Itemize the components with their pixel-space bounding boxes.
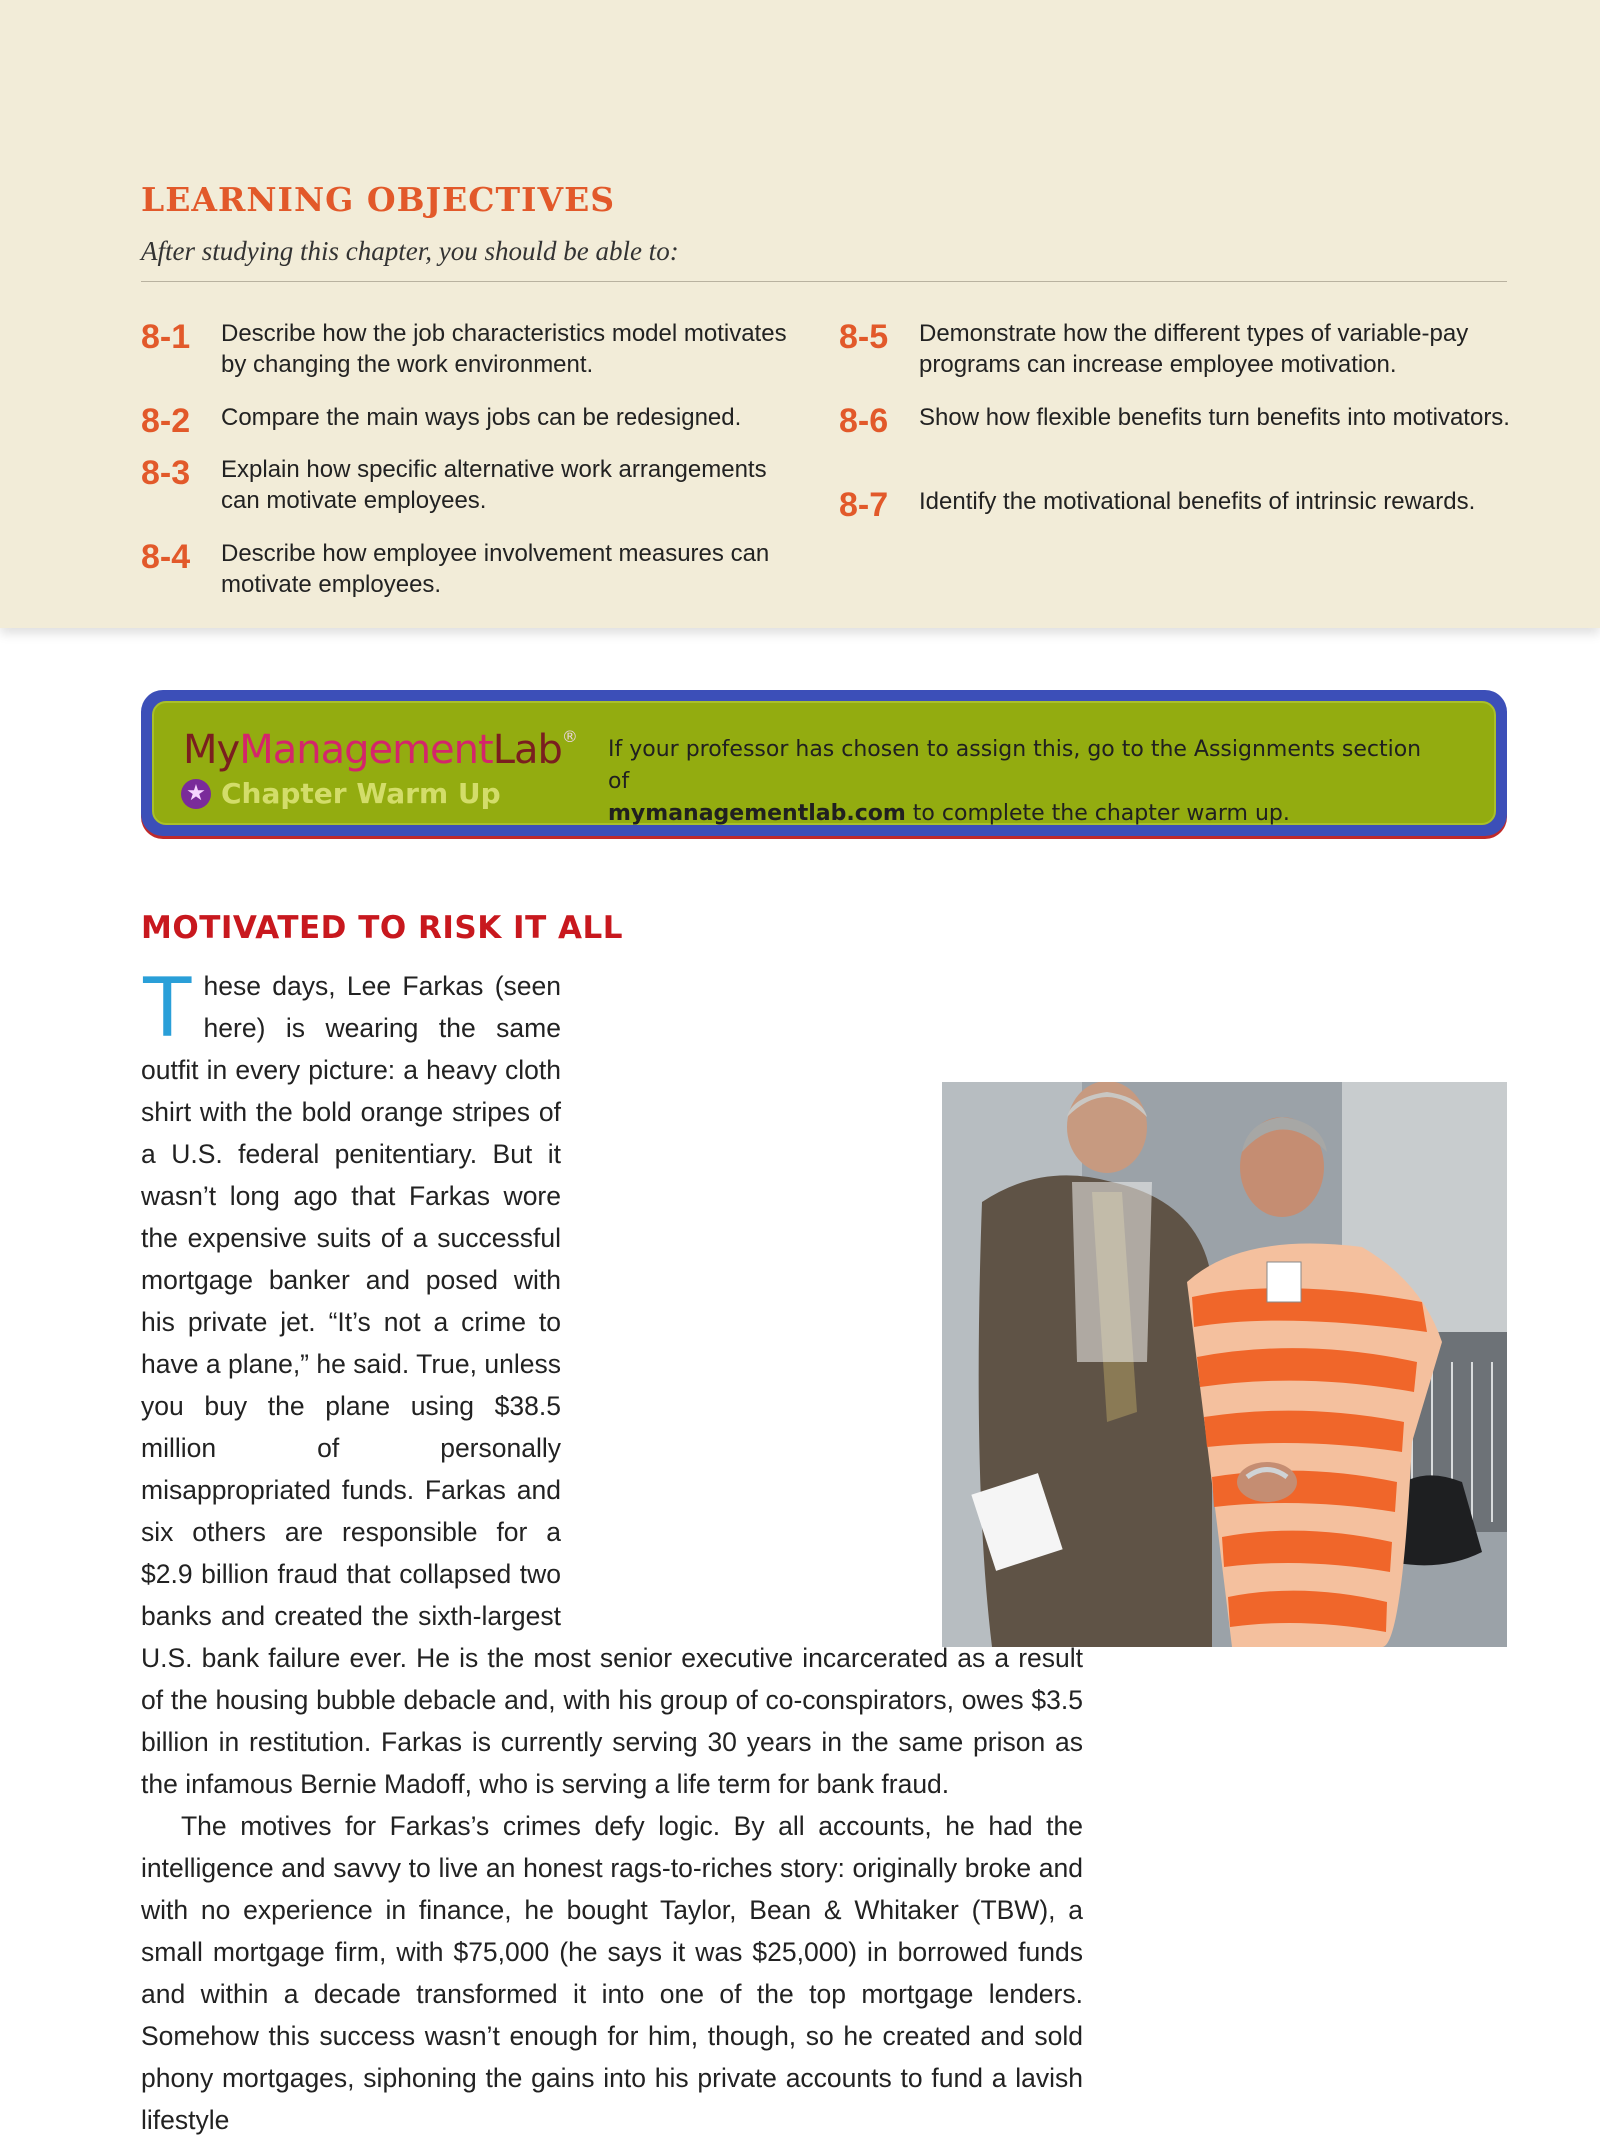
learning-objectives-subheading: After studying this chapter, you should be able to: xyxy=(141,236,679,266)
objective-8-7 xyxy=(839,486,1519,524)
story-title: MOTIVATED TO RISK IT ALL xyxy=(141,910,624,946)
mml-link[interactable]: mymanagementlab.com xyxy=(608,801,906,826)
objective-text: Show how flexible benefits turn benefits into motivators. xyxy=(919,404,1510,431)
objective-number: 8-1 xyxy=(141,318,191,356)
story-body xyxy=(141,959,1083,2141)
objective-text: Explain how specific alternative work arrangements can motivate employees. xyxy=(221,456,767,514)
divider xyxy=(141,281,1507,282)
objective-text: Describe how employee involvement measures can motivate employees. xyxy=(221,540,770,598)
objective-number: 8-3 xyxy=(141,454,191,492)
objective-8-6 xyxy=(839,402,1519,440)
mymanagementlab-banner xyxy=(141,690,1507,836)
objective-8-3 xyxy=(141,454,811,516)
photo-wrap-area xyxy=(583,1049,1083,1614)
learning-objectives-panel xyxy=(0,0,1600,628)
objective-8-4 xyxy=(141,538,811,600)
objective-number: 8-7 xyxy=(839,486,889,524)
chapter-warm-up-label: ★ Chapter Warm Up xyxy=(181,777,501,810)
objective-text: Describe how the job characteristics model motivates by changing the work environment. xyxy=(221,320,787,378)
objective-number: 8-2 xyxy=(141,402,191,440)
objective-number: 8-4 xyxy=(141,538,191,576)
objective-text: Demonstrate how the different types of variable-pay programs can increase employee motivation. xyxy=(919,320,1469,378)
objective-number: 8-5 xyxy=(839,318,889,356)
mml-instructions: If your professor has chosen to assign this, go to the Assignments section of mymanagementlab.com to complete the chapter warm up. xyxy=(608,737,1422,826)
objective-text: Compare the main ways jobs can be redesigned. xyxy=(221,404,742,431)
mymanagementlab-logo: MyManagementLab® xyxy=(183,727,577,773)
paragraph-1: T hese days, Lee Farkas (seen here) is wearing the same outfit in every picture: a heavy cloth shirt with the bold orange stripes of a U.S. federal penitentiary. But it wasn’t long ago that Farkas wore the expensive suits of a successful mortgage banker and posed with his private jet. “It’s not a crime to have a plane,” he said. True, unless you buy the plane using $38.5 million of personally misappropriated funds. Farkas and six others are responsible for a $2.9 billion fraud that collapsed two banks and created the sixth-largest U.S. bank failure ever. He is the most senior executive incarcerated as a result of the housing bubble debacle and, with his group of co-conspirators, owes $3.5 billion in restitution. Farkas is currently serving 30 years in the same prison as the infamous Bernie Madoff, who is serving a life term for bank fraud. xyxy=(141,959,1083,1799)
star-icon: ★ xyxy=(181,779,211,809)
objective-text: Identify the motivational benefits of intrinsic rewards. xyxy=(919,488,1476,515)
learning-objectives-heading: LEARNING OBJECTIVES xyxy=(141,180,616,219)
paragraph-2: The motives for Farkas’s crimes defy logic. By all accounts, he had the intelligence and savvy to live an honest rags-to-riches story: originally broke and with no experience in finance, he bought Taylor, Bean & Whitaker (TBW), a small mortgage firm, with $75,000 (he says it was $25,000) in borrowed funds and within a decade transformed it into one of the top mortgage lenders. Somehow this success wasn’t enough for him, though, so he created and sold phony mortgages, siphoning the gains into his private accounts to fund a lavish lifestyle xyxy=(141,1811,1083,2135)
objective-8-5 xyxy=(839,318,1519,380)
drop-cap: T xyxy=(141,959,194,1055)
objective-number: 8-6 xyxy=(839,402,889,440)
objective-8-1 xyxy=(141,318,811,380)
objective-8-2 xyxy=(141,402,811,440)
